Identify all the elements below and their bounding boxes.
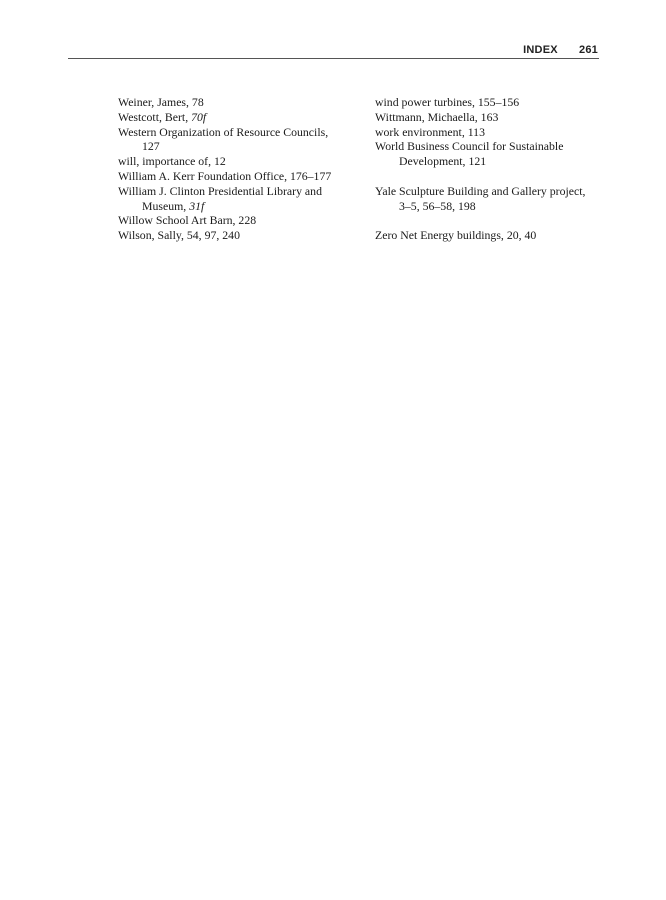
entry-term: Museum, [142,198,190,213]
index-entry [118,110,358,125]
index-entry [118,184,358,214]
entry-text: Zero Net Energy buildings, 20, 40 [375,228,537,243]
entry-text [118,110,358,125]
entry-text: Weiner, James, 78 [118,95,204,109]
entry-text: Willow School Art Barn, 228 [118,213,257,228]
index-entry [118,213,358,228]
index-entry [118,169,358,184]
entry-text: Western Organization of Resource Councils, [118,124,329,139]
index-entry [375,184,615,214]
entry-continuation [118,199,358,214]
index-entry [375,95,615,110]
entry-continuation: 3–5, 56–58, 198 [399,198,476,213]
entry-text: Yale Sculpture Building and Gallery project, [375,183,586,198]
entry-text: William J. Clinton Presidential Library and [118,183,322,198]
index-entry [375,110,615,125]
running-header [68,44,599,59]
index-entry [375,139,615,169]
entry-text: World Business Council for Sustainable [375,139,564,154]
entry-term: Westcott, Bert, [118,109,192,124]
index-entry [375,125,615,140]
entry-text: will, importance of, 12 [118,154,226,169]
entry-text: Wilson, Sally, 54, 97, 240 [118,228,240,243]
header-text [523,44,598,56]
letter-group-gap [375,213,615,228]
figure-reference: 31f [189,198,205,213]
section-title: INDEX [523,44,558,56]
index-column-right [375,95,615,243]
entry-text: Wittmann, Michaella, 163 [375,109,499,124]
index-entry [375,228,615,243]
index-entry [118,154,358,169]
index-entry [118,125,358,155]
page-number: 261 [579,44,598,56]
entry-text: wind power turbines, 155–156 [375,95,520,109]
index-column-left [118,95,358,243]
index-entry [118,95,358,110]
figure-reference: 70f [191,109,207,124]
letter-group-gap [375,169,615,184]
entry-continuation: 127 [142,139,160,154]
entry-text: William A. Kerr Foundation Office, 176–177 [118,168,332,183]
index-entry [118,228,358,243]
entry-text: work environment, 113 [375,124,485,139]
entry-continuation: Development, 121 [399,154,487,169]
